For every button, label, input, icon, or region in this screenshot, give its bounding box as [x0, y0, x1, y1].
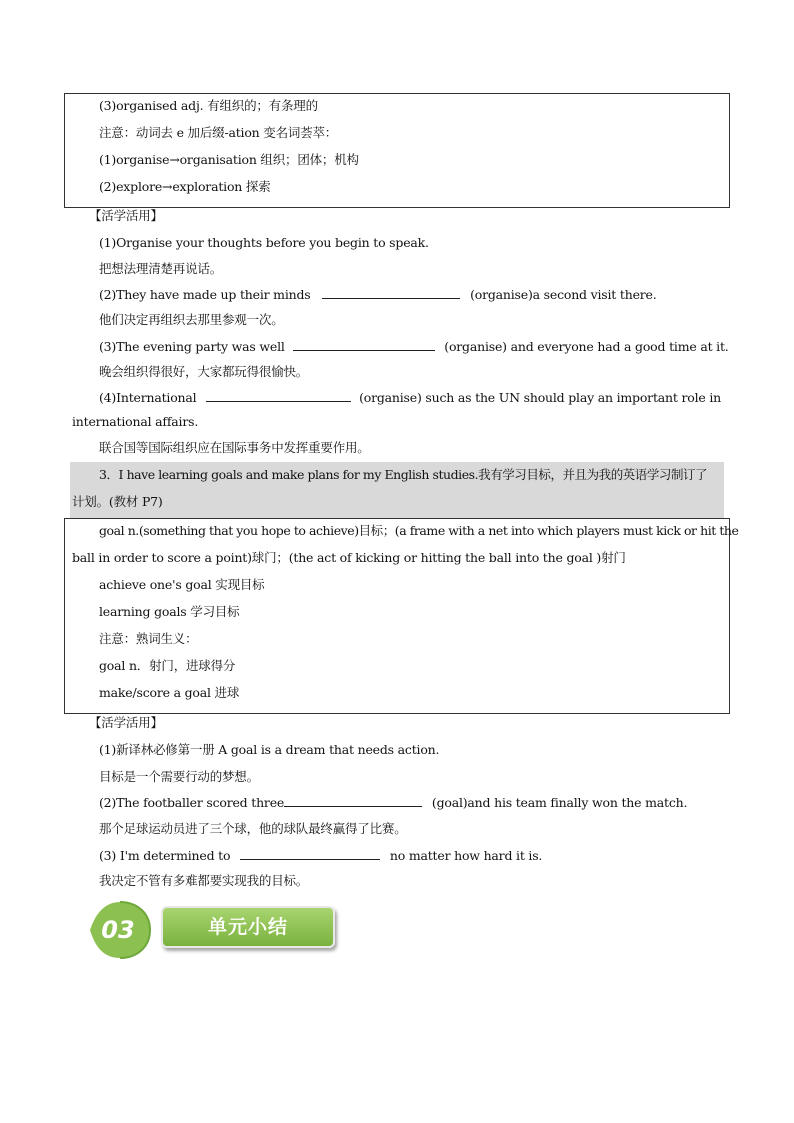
box1-line-3: (1)organise→organisation 组织；团体；机构	[99, 152, 359, 167]
practice1-item4-cont: international affairs.	[72, 414, 199, 429]
answer-blank[interactable]	[206, 390, 351, 402]
sentence3-line-2: 计划。(教材 P7)	[72, 494, 163, 509]
section-number: 03	[101, 916, 135, 944]
practice2-item2-zh: 那个足球运动员进了三个球，他的球队最终赢得了比赛。	[99, 821, 407, 836]
practice1-heading: 【活学活用】	[89, 208, 163, 223]
box2-def-line-1: goal n.(something that you hope to achieve)目标；(a frame with a net into which players must kick or hit the	[99, 523, 739, 538]
section-title-banner	[161, 906, 335, 948]
practice2-item2-post: (goal)and his team finally won the match.	[431, 795, 688, 810]
box2-phrase-3: make/score a goal 进球	[99, 685, 240, 700]
box2-note: 注意：熟词生义：	[99, 631, 198, 646]
practice1-item4-zh: 联合国等国际组织应在国际事务中发挥重要作用。	[99, 440, 370, 455]
practice2-heading: 【活学活用】	[89, 715, 163, 730]
practice1-item4	[99, 390, 721, 406]
practice2-item2	[99, 795, 687, 811]
box1-line-4: (2)explore→exploration 探索	[99, 179, 271, 194]
practice2-item2-pre: (2)The footballer scored three	[99, 795, 285, 810]
practice1-item3-zh: 晚会组织得很好，大家都玩得很愉快。	[99, 364, 309, 379]
practice1-item1-zh: 把想法理清楚再说话。	[99, 261, 223, 276]
practice2-item3-post: no matter how hard it is.	[389, 848, 543, 863]
practice1-item3	[99, 339, 729, 355]
box2-def-line-2: ball in order to score a point)球门；(the act of kicking or hitting the ball into the goal )射门	[72, 550, 626, 565]
box2-phrase-1: achieve one's goal 实现目标	[99, 577, 265, 592]
answer-blank[interactable]	[293, 339, 435, 351]
box1-line-2: 注意：动词去 e 加后缀-ation 变名词荟萃：	[99, 125, 338, 140]
box1-line-1: (3)organised adj. 有组织的；有条理的	[99, 98, 318, 113]
section-number-badge	[88, 900, 152, 960]
box2-phrase-2: learning goals 学习目标	[99, 604, 240, 619]
practice2-item3	[99, 848, 542, 864]
practice1-item2-zh: 他们决定再组织去那里参观一次。	[99, 312, 284, 327]
practice1-item4-pre: (4)International	[99, 390, 197, 405]
practice1-item3-post: (organise) and everyone had a good time at it.	[444, 339, 729, 354]
practice2-item1-zh: 目标是一个需要行动的梦想。	[99, 769, 259, 784]
section-title: 单元小结	[207, 916, 288, 938]
answer-blank[interactable]	[240, 848, 380, 860]
practice1-item2-pre: (2)They have made up their minds	[99, 287, 311, 302]
practice1-item2	[99, 287, 657, 303]
practice2-item3-zh: 我决定不管有多难都要实现我的目标。	[99, 873, 309, 888]
box2-meaning: goal n．射门，进球得分	[99, 658, 236, 673]
answer-blank[interactable]	[284, 795, 422, 807]
practice1-item2-post: (organise)a second visit there.	[470, 287, 657, 302]
practice2-item1-en: (1)新译林必修第一册 A goal is a dream that needs action.	[99, 742, 440, 757]
practice1-item4-post: (organise) such as the UN should play an important role in	[359, 390, 721, 405]
answer-blank[interactable]	[322, 287, 460, 299]
sentence3-line-1: 3．I have learning goals and make plans for my English studies.我有学习目标，并且为我的英语学习制订了	[99, 467, 708, 482]
practice1-item1-en: (1)Organise your thoughts before you begin to speak.	[99, 235, 429, 250]
practice2-item3-pre: (3) I'm determined to	[99, 848, 231, 863]
practice1-item3-pre: (3)The evening party was well	[99, 339, 285, 354]
